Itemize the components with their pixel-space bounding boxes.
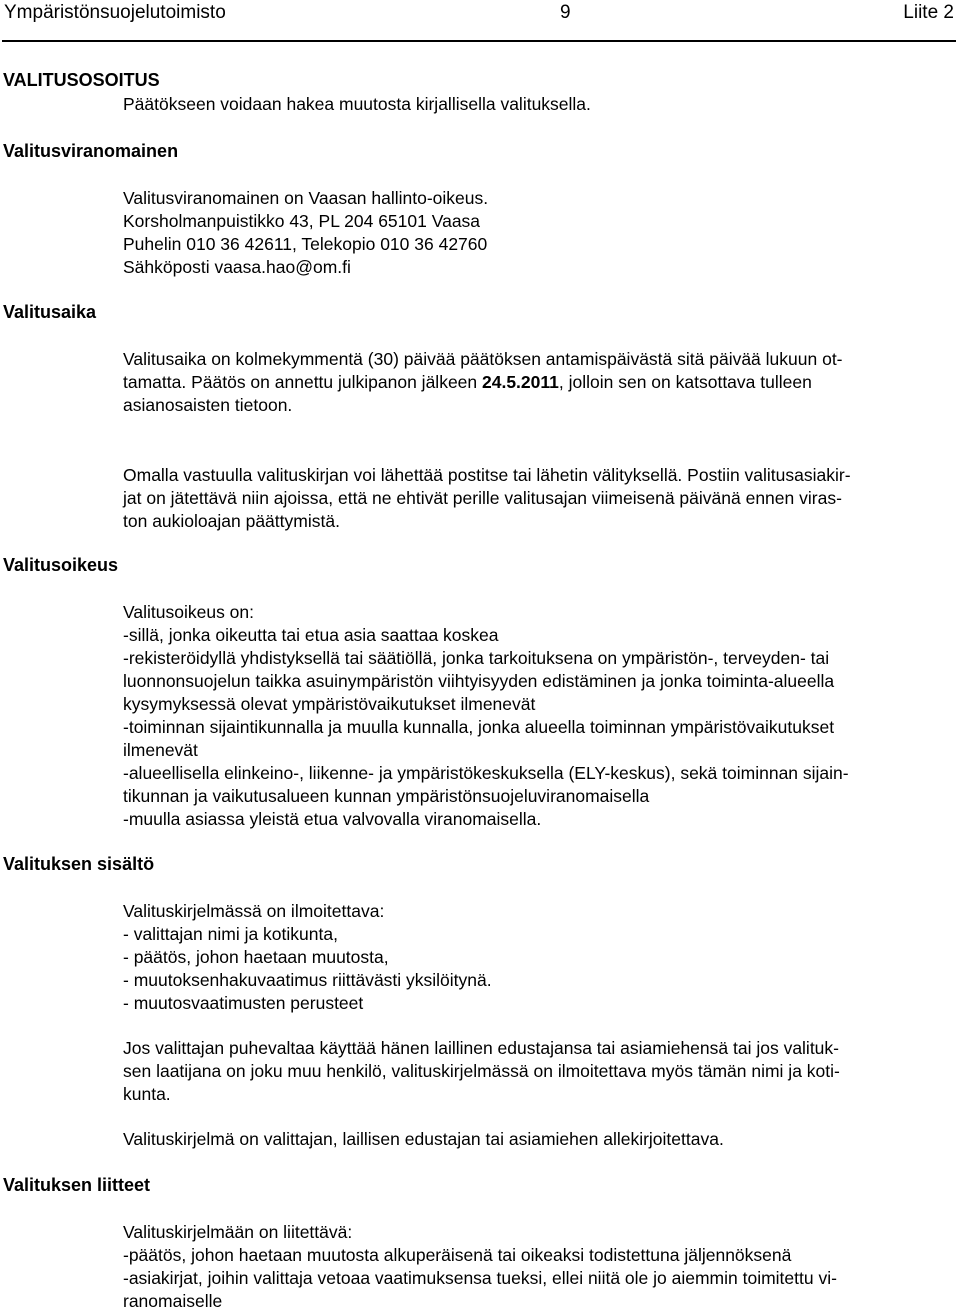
- period-line: tamatta. Päätös on annettu julkipanon jälkeen 24.5.2011, jolloin sen on katsottava tulleen: [123, 372, 812, 392]
- header-attachment-label: Liite 2: [903, 2, 954, 23]
- content-line: - muutoksenhakuvaatimus riittävästi yksilöitynä.: [123, 970, 492, 990]
- mailing-line: ton aukioloajan päättymistä.: [123, 511, 340, 531]
- attachment-line: -päätös, johon haetaan muutosta alkuperäisenä tai oikeaksi todistettuna jäljennöksenä: [123, 1245, 792, 1265]
- attachment-line: -asiakirjat, joihin valittaja vetoaa vaatimuksensa tueksi, ellei niitä ole jo aiemmin toimitettu vi-: [123, 1268, 837, 1288]
- representative-line: kunta.: [123, 1084, 171, 1104]
- signature-line: Valituskirjelmä on valittajan, laillisen edustajan tai asiamiehen allekirjoitettava.: [123, 1129, 724, 1149]
- appeal-right-line: -alueellisella elinkeino-, liikenne- ja ympäristökeskuksella (ELY-keskus), sekä toiminnan sijain-: [123, 763, 849, 783]
- header-page-number: 9: [560, 2, 571, 23]
- authority-line: Korsholmanpuistikko 43, PL 204 65101 Vaasa: [123, 211, 481, 231]
- label-valituksen-liitteet: Valituksen liitteet: [3, 1175, 151, 1195]
- document-title: VALITUSOSOITUS: [3, 70, 160, 90]
- appeal-right-line: -sillä, jonka oikeutta tai etua asia saattaa koskea: [123, 625, 499, 645]
- appeal-right-line: -toiminnan sijaintikunnalla ja muulla kunnalla, jonka alueella toiminnan ympäristövaikutukset: [123, 717, 835, 737]
- page-header: [2, 0, 956, 42]
- content-line: - valittajan nimi ja kotikunta,: [123, 924, 338, 944]
- attachment-line: ranomaiselle: [123, 1291, 223, 1311]
- appeal-right-line: Valitusoikeus on:: [123, 602, 255, 622]
- label-valitusviranomainen: Valitusviranomainen: [3, 141, 179, 161]
- appeal-right-line: -muulla asiassa yleistä etua valvovalla viranomaisella.: [123, 809, 542, 829]
- label-valitusaika: Valitusaika: [3, 302, 97, 322]
- intro-text: [123, 93, 955, 116]
- appeal-right-line: tikunnan ja vaikutusalueen kunnan ympäristönsuojeluviranomaisella: [123, 786, 650, 806]
- representative-line: sen laatijana on joku muu henkilö, valituskirjelmässä on ilmoitettava myös tämän nimi ja koti-: [123, 1061, 840, 1081]
- authority-block: [123, 187, 955, 279]
- appeal-right-line: kysymyksessä olevat ympäristövaikutukset ilmenevät: [123, 694, 536, 714]
- appeal-right-line: ilmenevät: [123, 740, 198, 760]
- period-line: Valitusaika on kolmekymmentä (30) päivää päätöksen antamispäivästä sitä päivää lukuun ot-: [123, 349, 843, 369]
- label-valituksen-sisalto: Valituksen sisältö: [3, 854, 155, 874]
- label-valitusoikeus: Valitusoikeus: [3, 555, 119, 575]
- appeal-right-line: -rekisteröidyllä yhdistyksellä tai säätiöllä, jonka tarkoituksena on ympäristön-, terveyden- tai: [123, 648, 830, 668]
- mailing-line: jat on jätettävä niin ajoissa, että ne ehtivät perille valitusajan viimeisenä päivänä ennen viras-: [123, 488, 842, 508]
- header-office-name: Ympäristönsuojelutoimisto: [4, 2, 226, 23]
- intro-line: Päätökseen voidaan hakea muutosta kirjallisella valituksella.: [123, 94, 591, 114]
- mailing-line: Omalla vastuulla valituskirjan voi lähettää postitse tai lähetin välityksellä. Postiin valitusasiakir-: [123, 465, 851, 485]
- content-line: - päätös, johon haetaan muutosta,: [123, 947, 389, 967]
- signature-block: [123, 1128, 955, 1151]
- representative-block: [123, 1037, 955, 1106]
- content-line: Valituskirjelmässä on ilmoitettava:: [123, 901, 385, 921]
- period-line: asianosaisten tietoon.: [123, 395, 293, 415]
- content-block: [123, 900, 955, 1015]
- appeal-right-line: luonnonsuojelun taikka asuinympäristön viihtyisyyden edistäminen ja jonka toiminta-alueella: [123, 671, 835, 691]
- period-block: [123, 348, 955, 417]
- decision-date: 24.5.2011: [482, 372, 559, 392]
- attachment-line: Valituskirjelmään on liitettävä:: [123, 1222, 353, 1242]
- mailing-block: [123, 464, 955, 533]
- authority-line: Valitusviranomainen on Vaasan hallinto-oikeus.: [123, 188, 489, 208]
- authority-line: Puhelin 010 36 42611, Telekopio 010 36 42760: [123, 234, 488, 254]
- representative-line: Jos valittajan puhevaltaa käyttää hänen laillinen edustajansa tai asiamiehensä tai jos valituk-: [123, 1038, 839, 1058]
- right-to-appeal-block: [123, 601, 955, 831]
- authority-line: Sähköposti vaasa.hao@om.fi: [123, 257, 351, 277]
- content-line: - muutosvaatimusten perusteet: [123, 993, 364, 1013]
- attachments-block: [123, 1221, 955, 1313]
